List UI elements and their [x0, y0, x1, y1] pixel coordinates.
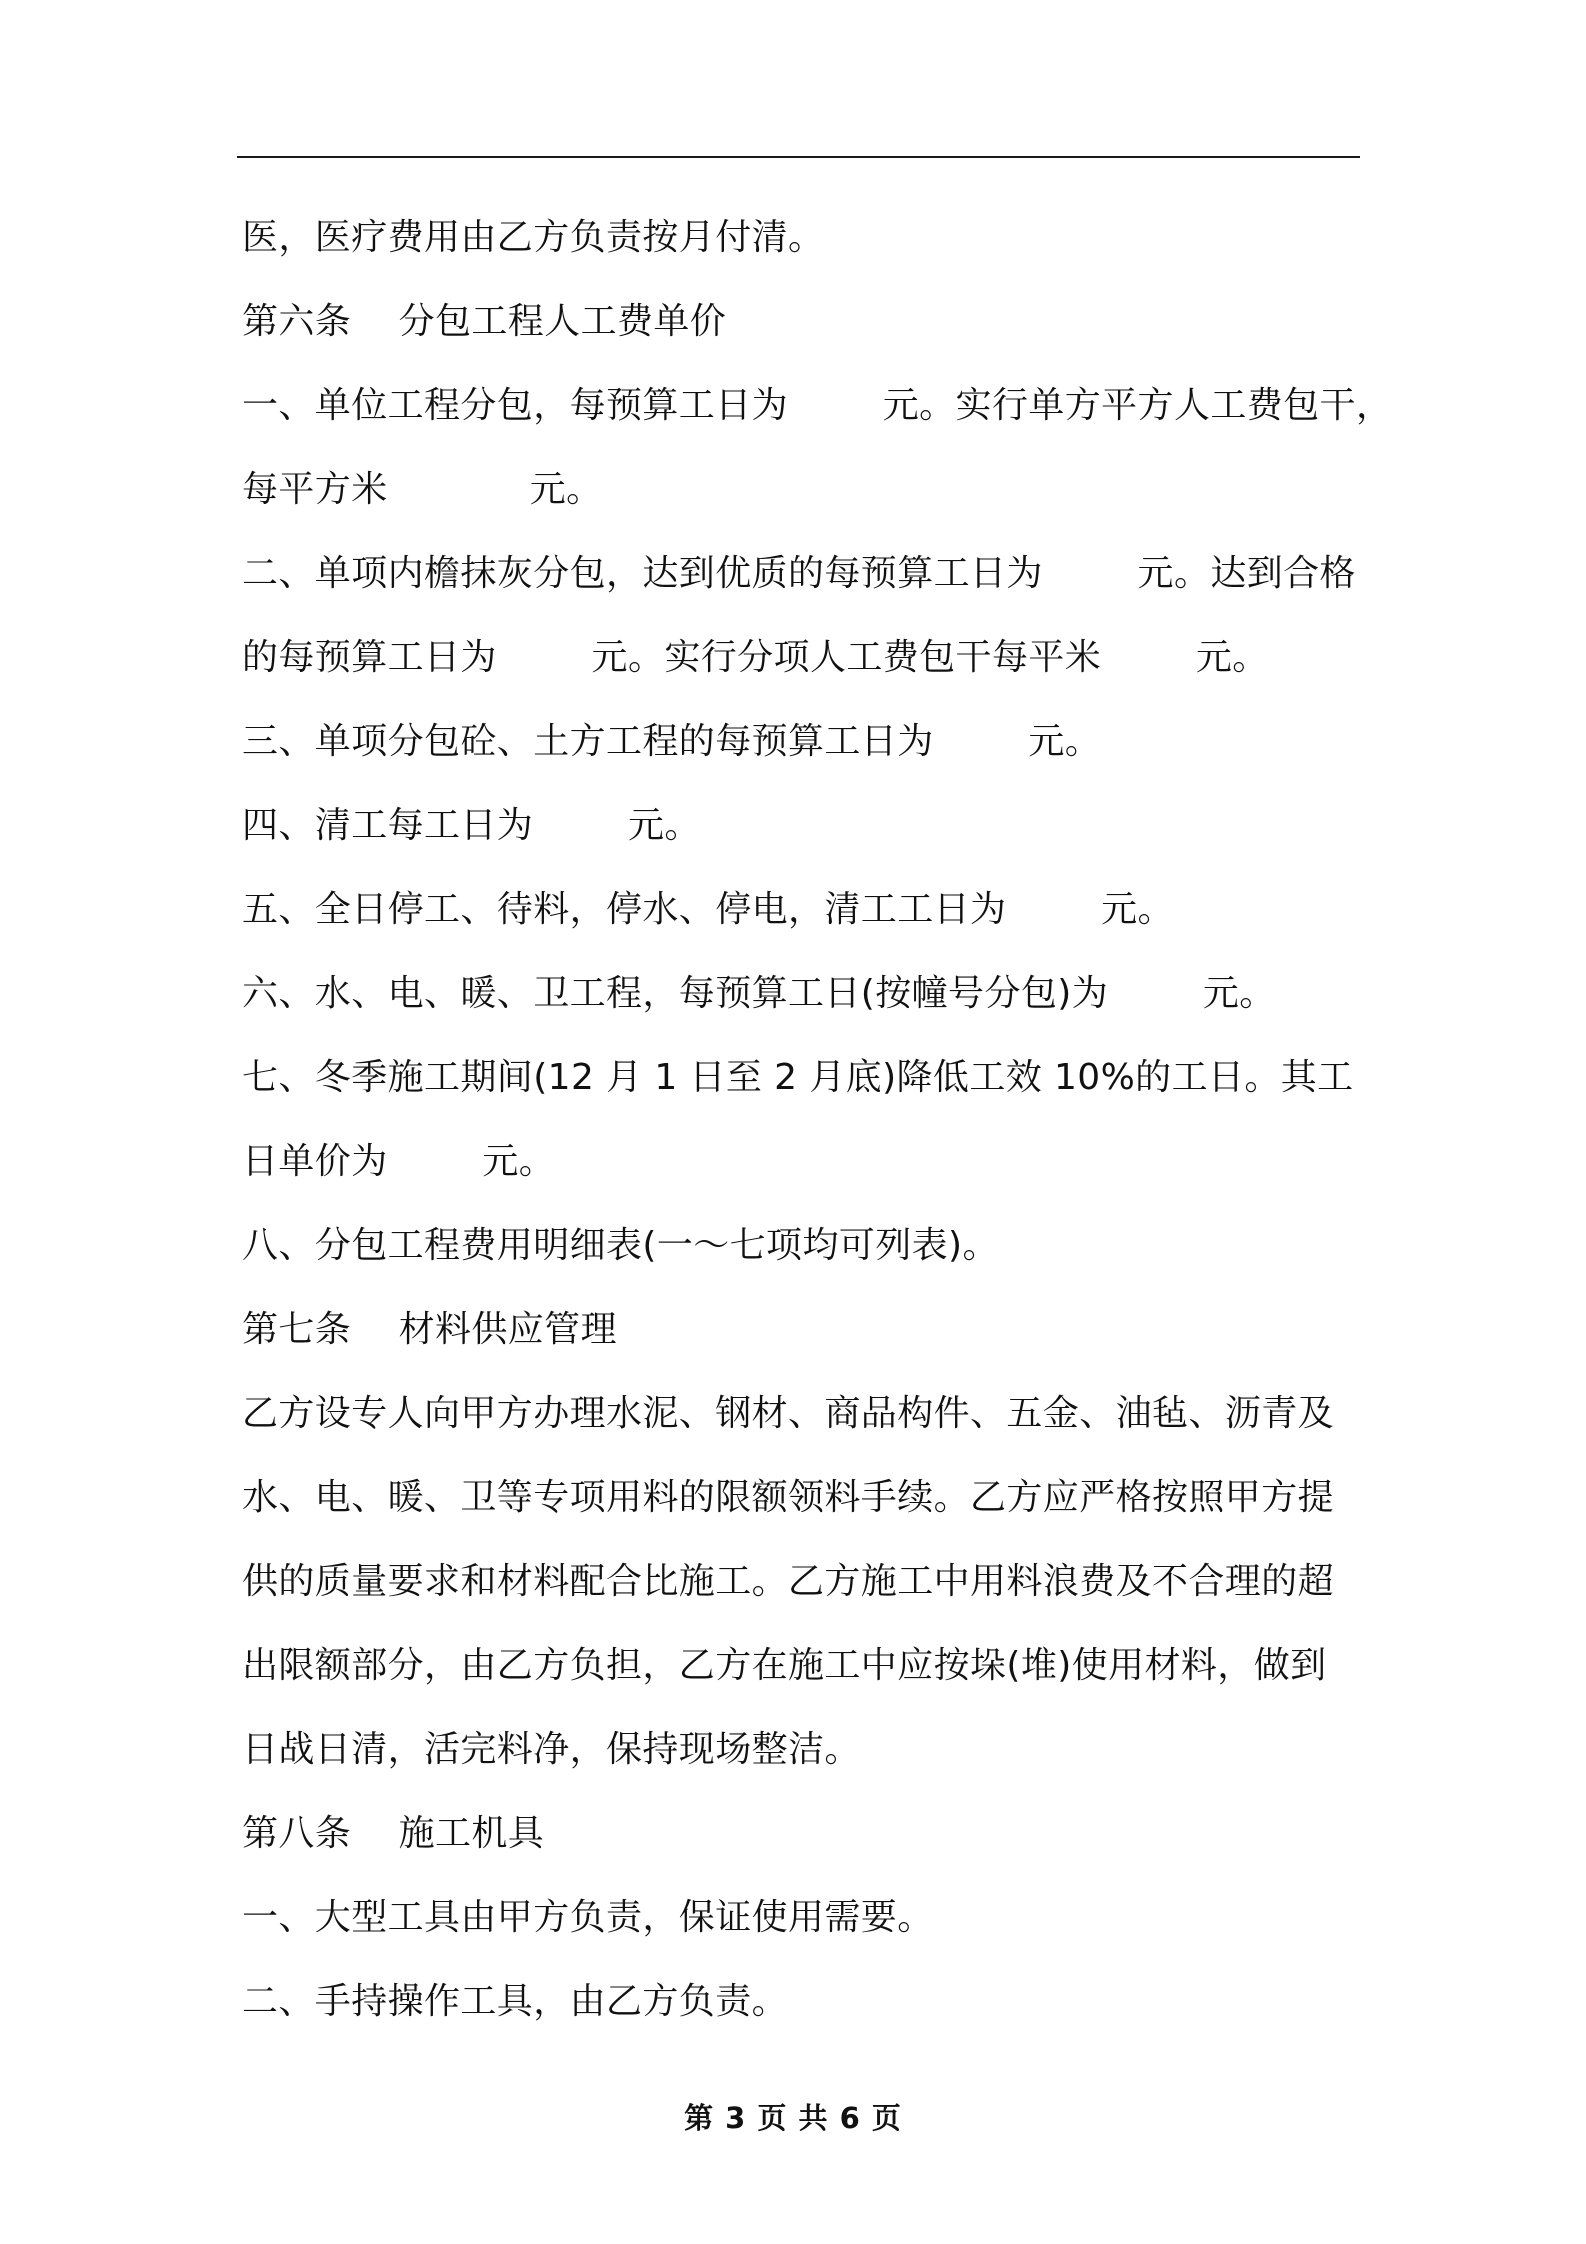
text-line: 日单价为 元。: [242, 1141, 556, 1182]
page-number: 第 3 页 共 6 页: [684, 2101, 902, 2135]
text-line: 水、电、暖、卫等专项用料的限额领料手续。乙方应严格按照甲方提: [242, 1477, 1335, 1518]
document-body: [242, 196, 1393, 2044]
article-heading: 第八条 施工机具: [242, 1813, 545, 1854]
text-line: 八、分包工程费用明细表(一～七项均可列表)。: [242, 1225, 999, 1266]
text-line: 供的质量要求和材料配合比施工。乙方施工中用料浪费及不合理的超: [242, 1561, 1335, 1602]
text-line: 出限额部分，由乙方负担，乙方在施工中应按垛(堆)使用材料，做到: [242, 1645, 1327, 1686]
text-line: 七、冬季施工期间(12 月 1 日至 2 月底)降低工效 10%的工日。其工: [242, 1057, 1354, 1098]
text-line: 一、大型工具由甲方负责，保证使用需要。: [242, 1897, 934, 1938]
article-heading: 第六条 分包工程人工费单价: [242, 301, 727, 342]
text-line: 五、全日停工、待料，停水、停电，清工工日为 元。: [242, 889, 1174, 930]
text-line: 四、清工每工日为 元。: [242, 805, 701, 846]
text-line: 二、手持操作工具，由乙方负责。: [242, 1981, 789, 2022]
text-line: 二、单项内檐抹灰分包，达到优质的每预算工日为 元。达到合格: [242, 553, 1356, 594]
text-line: 三、单项分包砼、土方工程的每预算工日为 元。: [242, 721, 1102, 762]
text-line: 六、水、电、暖、卫工程，每预算工日(按幢号分包)为 元。: [242, 973, 1276, 1014]
text-line: 的每预算工日为 元。实行分项人工费包干每平米 元。: [242, 637, 1269, 678]
article-heading: 第七条 材料供应管理: [242, 1309, 617, 1350]
text-line: 医，医疗费用由乙方负责按月付清。: [242, 217, 825, 258]
text-line: 日战日清，活完料净，保持现场整洁。: [242, 1729, 861, 1770]
header-rule: [237, 156, 1360, 158]
text-line: 一、单位工程分包，每预算工日为 元。实行单方平方人工费包干，: [242, 385, 1393, 426]
text-line: 乙方设专人向甲方办理水泥、钢材、商品构件、五金、油毡、沥青及: [242, 1393, 1335, 1434]
text-line: 每平方米 元。: [242, 469, 603, 510]
